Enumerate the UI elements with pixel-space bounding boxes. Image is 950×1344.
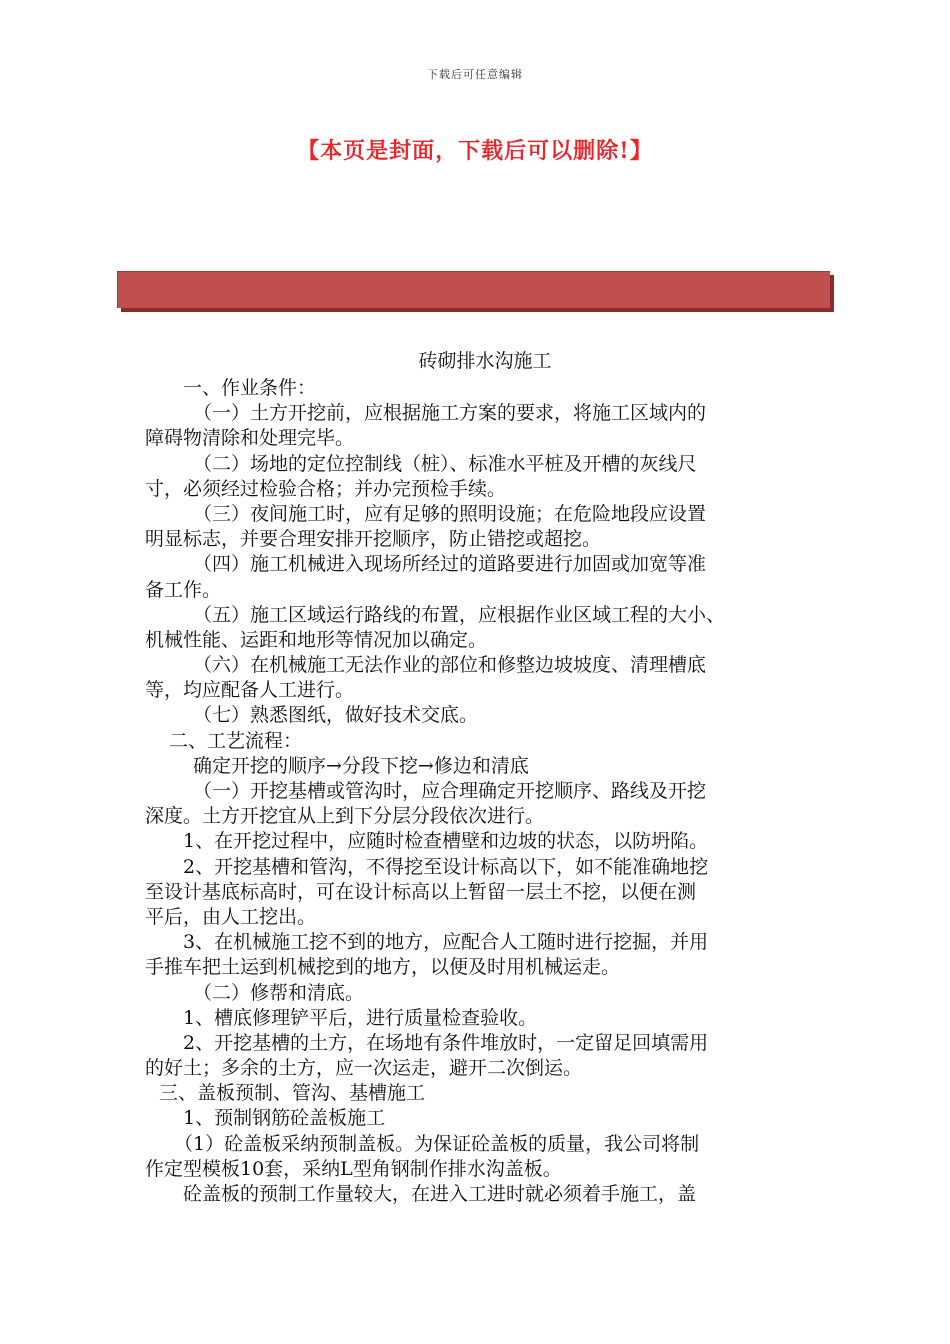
paragraph-line: 等，均应配备人工进行。 <box>145 679 355 702</box>
paragraph-line: 3、在机械施工挖不到的地方，应配合人工随时进行挖掘，并用 <box>183 931 709 954</box>
paragraph-line: （七）熟悉图纸，做好技术交底。 <box>193 704 479 727</box>
paragraph-line: （一）开挖基槽或管沟时，应合理确定开挖顺序、路线及开挖 <box>193 780 707 802</box>
paragraph-line: 1、在开挖过程中，应随时检查槽壁和边坡的状态，以防坍陷。 <box>183 830 709 853</box>
document-title: 砖砌排水沟施工 <box>418 350 552 372</box>
paragraph-line: （1）砼盖板采纳预制盖板。为保证砼盖板的质量，我公司将制 <box>174 1132 700 1155</box>
paragraph-line: 平后，由人工挖出。 <box>145 905 317 928</box>
paragraph-line: （六）在机械施工无法作业的部位和修整边坡坡度、清理槽底 <box>193 654 707 677</box>
document-body <box>145 346 815 1207</box>
paragraph-line: （一）土方开挖前，应根据施工方案的要求，将施工区域内的 <box>193 402 707 425</box>
section-heading: 三、盖板预制、管沟、基槽施工 <box>159 1082 426 1105</box>
paragraph-line: 作定型模板10套，采纳L型角钢制作排水沟盖板。 <box>145 1157 562 1180</box>
paragraph-line: 至设计基底标高时，可在设计标高以上暂留一层土不挖，以便在测 <box>145 880 697 903</box>
paragraph-line: 1、槽底修理铲平后，进行质量检查验收。 <box>183 1006 538 1029</box>
paragraph-line: 1、预制钢筋砼盖板施工 <box>183 1107 386 1130</box>
paragraph-line: （二）场地的定位控制线（桩）、标准水平桩及开槽的灰线尺 <box>193 452 697 475</box>
paragraph-line: 确定开挖的顺序→分段下挖→修边和清底 <box>193 754 529 777</box>
paragraph-line: 深度。土方开挖宜从上到下分层分段依次进行。 <box>145 805 545 828</box>
decorative-banner <box>117 271 830 308</box>
paragraph-line: 机械性能、运距和地形等情况加以确定。 <box>145 628 488 651</box>
paragraph-line: 2、开挖基槽的土方，在场地有条件堆放时，一定留足回填需用 <box>183 1031 709 1054</box>
paragraph-line: 2、开挖基槽和管沟，不得挖至设计标高以下，如不能准确地挖 <box>183 855 709 878</box>
paragraph-line: 障碍物清除和处理完毕。 <box>145 427 355 450</box>
paragraph-line: （四）施工机械进入现场所经过的道路要进行加固或加宽等准 <box>193 553 707 576</box>
paragraph-line: 寸，必须经过检验合格；并办完预检手续。 <box>145 477 507 500</box>
paragraph-line: 备工作。 <box>145 578 222 601</box>
paragraph-line: 手推车把土运到机械挖到的地方，以便及时用机械运走。 <box>145 956 621 979</box>
paragraph-line: （二）修帮和清底。 <box>193 981 365 1004</box>
paragraph-line: 的好土；多余的土方，应一次运走，避开二次倒运。 <box>145 1057 583 1080</box>
paragraph-line: 明显标志，并要合理安排开挖顺序，防止错挖或超挖。 <box>145 528 602 551</box>
paragraph-line: （五）施工区域运行路线的布置，应根据作业区域工程的大小、 <box>193 603 726 626</box>
section-heading: 一、作业条件： <box>183 377 317 399</box>
section-heading: 二、工艺流程： <box>169 729 303 752</box>
paragraph-line: （三）夜间施工时，应有足够的照明设施；在危险地段应设置 <box>193 502 707 525</box>
cover-notice: 【本页是封面，下载后可以删除!】 <box>297 138 653 164</box>
paragraph-line: 砼盖板的预制工作量较大，在进入工进时就必须着手施工，盖 <box>183 1183 697 1205</box>
header-note: 下载后可任意编辑 <box>427 68 523 81</box>
